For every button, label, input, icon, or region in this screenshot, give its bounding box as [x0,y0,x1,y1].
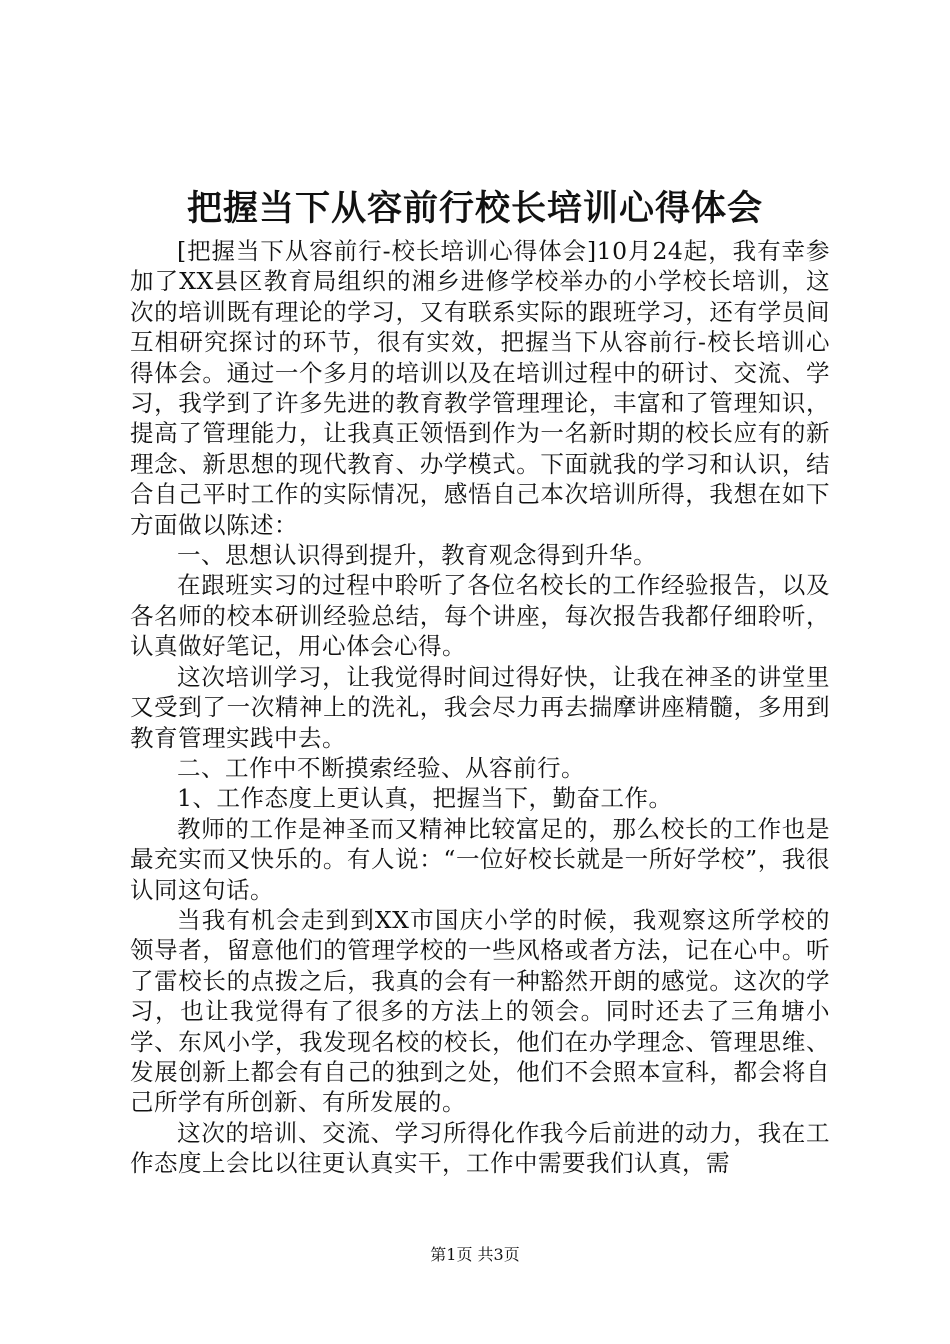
page-number-footer: 第1页 共3页 [430,1245,520,1264]
document-title: 把握当下从容前行校长培训心得体会 [186,188,763,229]
paragraph: 当我有机会走到到XX市国庆小学的时候，我观察这所学校的领导者，留意他们的管理学校的一些风格或者方法，记在心中。听了雷校长的点拨之后，我真的会有一种豁然开朗的感觉。这次的学习，也让我觉得有了很多的方法上的领会。同时还去了三角塘小学、东风小学，我发现名校的校长，他们在办学理念、管理思维、发展创新上都会有自己的独到之处，他们不会照本宣科，都会将自己所学有所创新、有所发展的。 [130,905,830,1117]
paragraph: 在跟班实习的过程中聆听了各位名校长的工作经验报告，以及各名师的校本研训经验总结，每个讲座，每次报告我都仔细聆听，认真做好笔记，用心体会心得。 [130,571,830,661]
paragraph: 这次的培训、交流、学习所得化作我今后前进的动力，我在工作态度上会比以往更认真实干，工作中需要我们认真，需 [130,1118,830,1178]
document-body [130,236,830,1179]
subsection-heading-1: 1、工作态度上更认真，把握当下，勤奋工作。 [177,784,673,813]
paragraph-intro: [把握当下从容前行-校长培训心得体会]10月24起，我有幸参加了XX县区教育局组织的湘乡进修学校举办的小学校长培训，这次的培训既有理论的学习，又有联系实际的跟班学习，还有学员间互相研究探讨的环节，很有实效，把握当下从容前行-校长培训心得体会。通过一个多月的培训以及在培训过程中的研讨、交流、学习，我学到了许多先进的教育教学管理理论，丰富和了管理知识，提高了管理能力，让我真正领悟到作为一名新时期的校长应有的新理念、新思想的现代教育、办学模式。下面就我的学习和认识，结合自己平时工作的实际情况，感悟自己本次培训所得，我想在如下方面做以陈述： [130,237,830,539]
paragraph: 这次培训学习，让我觉得时间过得好快，让我在神圣的讲堂里又受到了一次精神上的洗礼，我会尽力再去揣摩讲座精髓，多用到教育管理实践中去。 [130,662,830,752]
section-heading-2: 二、工作中不断摸索经验、从容前行。 [177,753,585,782]
section-heading-1: 一、思想认识得到提升，教育观念得到升华。 [177,541,657,570]
paragraph: 教师的工作是神圣而又精神比较富足的，那么校长的工作也是最充实而又快乐的。有人说：“一位好校长就是一所好学校”，我很认同这句话。 [130,814,830,904]
